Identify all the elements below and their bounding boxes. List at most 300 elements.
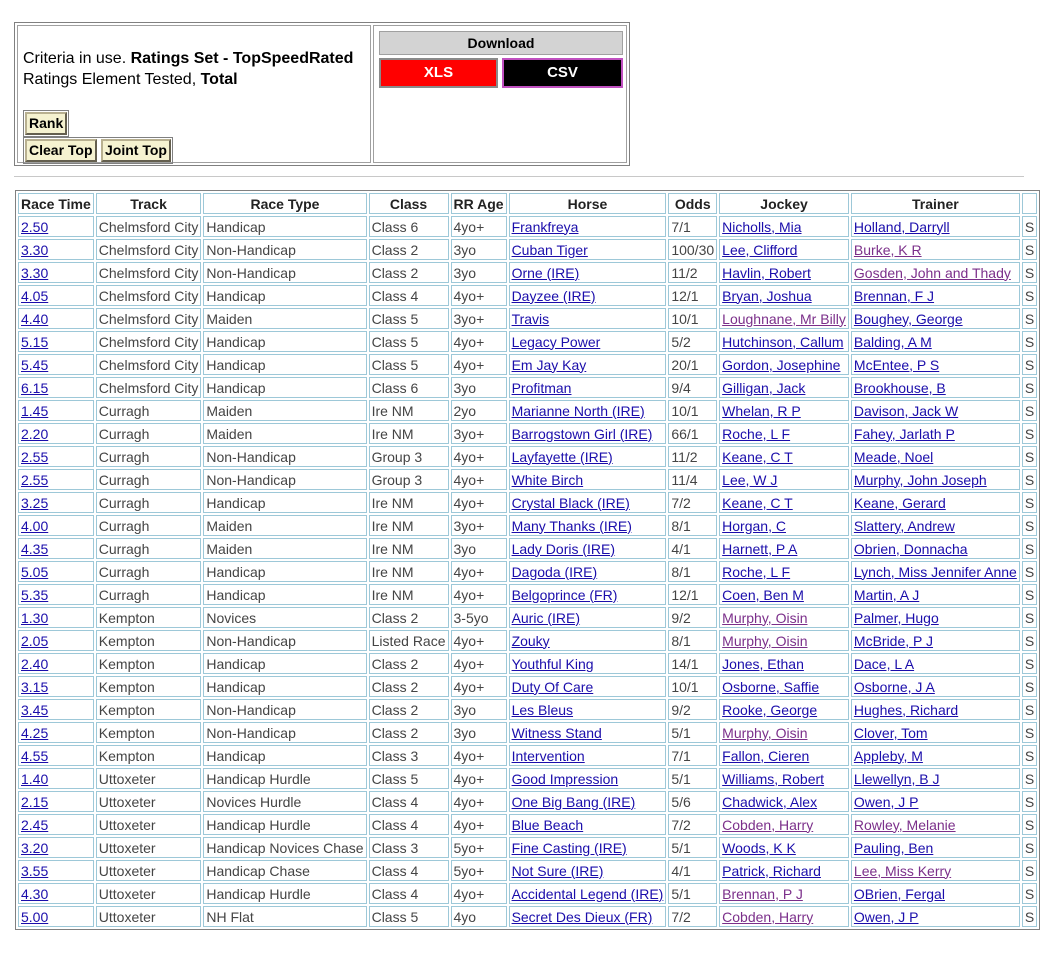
joint-top-button[interactable]: Joint Top (101, 139, 171, 162)
trainer-cell (851, 377, 1020, 398)
trainer-link[interactable]: McBride, P J (853, 632, 934, 649)
horse-link[interactable]: Zouky (511, 632, 550, 649)
time-cell (18, 906, 94, 927)
class-cell: Class 5 (371, 770, 419, 787)
jockey-link[interactable]: Cobden, Harry (722, 816, 814, 833)
track-cell (96, 308, 202, 329)
horse-link[interactable]: Profitman (511, 379, 572, 396)
extra-cell: S (1024, 701, 1035, 718)
class-cell: Ire NM (371, 494, 414, 511)
horse-link[interactable]: Les Bleus (511, 701, 574, 718)
horse-link[interactable]: Blue Beach (511, 816, 584, 833)
race-type-cell: Non-Handicap (206, 448, 296, 465)
type-cell (203, 837, 366, 858)
trainer-link[interactable]: Balding, A M (853, 333, 932, 350)
jockey-link[interactable]: Patrick, Richard (722, 862, 821, 879)
trainer-link[interactable]: Holland, Darryll (853, 218, 950, 235)
trainer-link[interactable]: Davison, Jack W (853, 402, 959, 419)
horse-link[interactable]: Barrogstown Girl (IRE) (511, 425, 653, 442)
horse-link[interactable]: Accidental Legend (IRE) (511, 885, 664, 902)
criteria-cell (17, 25, 371, 163)
horse-link[interactable]: Witness Stand (511, 724, 602, 741)
extra-cell (1022, 722, 1037, 743)
horse-link[interactable]: One Big Bang (IRE) (511, 793, 636, 810)
track-cell: Uttoxeter (98, 816, 156, 833)
table-row (18, 653, 1037, 674)
trainer-link[interactable]: Keane, Gerard (853, 494, 946, 511)
race-time-link[interactable]: 1.30 (21, 609, 49, 626)
odds-cell: 7/1 (671, 218, 691, 235)
header-trainer[interactable]: Trainer (851, 193, 1020, 214)
jockey-cell (719, 860, 849, 881)
class-cell: Ire NM (371, 563, 414, 580)
track-cell (96, 377, 202, 398)
jockey-link[interactable]: Fallon, Cieren (722, 747, 810, 764)
horse-cell (509, 239, 667, 260)
class-cell: Class 2 (371, 609, 419, 626)
race-time-link[interactable]: 5.05 (21, 563, 49, 580)
track-cell: Uttoxeter (98, 770, 156, 787)
race-time-link[interactable]: 6.15 (21, 379, 49, 396)
horse-link[interactable]: Frankfreya (511, 218, 579, 235)
jockey-link[interactable]: Nicholls, Mia (722, 218, 802, 235)
jockey-cell (719, 492, 849, 513)
age-cell (451, 906, 507, 927)
time-cell (18, 216, 94, 237)
extra-cell (1022, 308, 1037, 329)
extra-cell: S (1024, 862, 1035, 879)
trainer-cell (851, 906, 1020, 927)
type-cell (203, 630, 366, 651)
jockey-cell (719, 699, 849, 720)
jockey-link[interactable]: Horgan, C (722, 517, 786, 534)
time-cell (18, 837, 94, 858)
race-time-link[interactable]: 3.30 (21, 241, 49, 258)
odds-cell (668, 515, 717, 536)
download-cell (373, 25, 627, 163)
class-cell: Class 5 (371, 333, 419, 350)
type-cell (203, 883, 366, 904)
odds-cell: 12/1 (671, 586, 699, 603)
race-time-link[interactable]: 3.55 (21, 862, 49, 879)
jockey-link[interactable]: Chadwick, Alex (722, 793, 818, 810)
header-jockey[interactable]: Jockey (719, 193, 849, 214)
class-cell: Ire NM (371, 425, 414, 442)
track-cell: Chelmsford City (98, 264, 199, 281)
time-cell (18, 377, 94, 398)
header-track[interactable]: Track (96, 193, 202, 214)
trainer-link[interactable]: Lynch, Miss Jennifer Anne (853, 563, 1017, 580)
class-cell (369, 354, 449, 375)
jockey-link[interactable]: Murphy, Oisin (722, 724, 808, 741)
jockey-cell (719, 676, 849, 697)
table-row (18, 791, 1037, 812)
track-cell: Chelmsford City (98, 310, 199, 327)
horse-link[interactable]: Crystal Black (IRE) (511, 494, 630, 511)
horse-link[interactable]: Youthful King (511, 655, 594, 672)
odds-cell (668, 630, 717, 651)
header-rr-age[interactable]: RR Age (451, 193, 507, 214)
header-class[interactable]: Class (369, 193, 449, 214)
horse-link[interactable]: Lady Doris (IRE) (511, 540, 616, 557)
horse-cell (509, 423, 667, 444)
track-cell: Chelmsford City (98, 241, 199, 258)
horse-cell (509, 285, 667, 306)
jockey-link[interactable]: Gilligan, Jack (722, 379, 806, 396)
horse-link[interactable]: White Birch (511, 471, 584, 488)
race-type-cell: Novices (206, 609, 257, 626)
trainer-link[interactable]: Martin, A J (853, 586, 920, 603)
horse-cell (509, 883, 667, 904)
race-type-cell: Handicap (206, 586, 266, 603)
trainer-cell (851, 446, 1020, 467)
jockey-cell (719, 607, 849, 628)
race-time-link[interactable]: 2.45 (21, 816, 49, 833)
extra-cell: S (1024, 241, 1035, 258)
odds-cell: 14/1 (671, 655, 699, 672)
horse-link[interactable]: Dagoda (IRE) (511, 563, 598, 580)
race-time-link[interactable]: 4.25 (21, 724, 49, 741)
race-time-link[interactable]: 2.50 (21, 218, 49, 235)
jockey-link[interactable]: Havlin, Robert (722, 264, 811, 281)
class-cell (369, 676, 449, 697)
trainer-link[interactable]: Pauling, Ben (853, 839, 934, 856)
table-row (18, 906, 1037, 927)
extra-cell: S (1024, 908, 1035, 925)
time-cell (18, 791, 94, 812)
race-time-link[interactable]: 1.45 (21, 402, 49, 419)
race-time-link[interactable]: 5.15 (21, 333, 49, 350)
class-cell: Class 6 (371, 218, 419, 235)
horse-cell (509, 630, 667, 651)
race-time-link[interactable]: 2.55 (21, 448, 49, 465)
horse-link[interactable]: Not Sure (IRE) (511, 862, 604, 879)
type-cell (203, 538, 366, 559)
jockey-cell (719, 768, 849, 789)
trainer-link[interactable]: Obrien, Donnacha (853, 540, 968, 557)
extra-cell (1022, 285, 1037, 306)
table-row (18, 492, 1037, 513)
trainer-cell (851, 354, 1020, 375)
rank-button-frame (23, 110, 69, 137)
trainer-link[interactable]: Palmer, Hugo (853, 609, 939, 626)
jockey-cell (719, 906, 849, 927)
jockey-link[interactable]: Rooke, George (722, 701, 818, 718)
track-cell (96, 400, 202, 421)
odds-cell: 5/1 (671, 770, 691, 787)
download-csv-button[interactable]: CSV (502, 58, 623, 88)
track-cell (96, 561, 202, 582)
race-time-link[interactable]: 4.40 (21, 310, 49, 327)
extra-cell (1022, 768, 1037, 789)
track-cell (96, 837, 202, 858)
trainer-link[interactable]: OBrien, Fergal (853, 885, 945, 902)
odds-cell: 5/6 (671, 793, 691, 810)
extra-cell: S (1024, 678, 1035, 695)
trainer-link[interactable]: Llewellyn, B J (853, 770, 940, 787)
class-cell (369, 262, 449, 283)
jockey-link[interactable]: Roche, L F (722, 563, 791, 580)
jockey-link[interactable]: Jones, Ethan (722, 655, 804, 672)
class-cell (369, 768, 449, 789)
horse-cell (509, 768, 667, 789)
odds-cell: 5/1 (671, 885, 691, 902)
trainer-link[interactable]: Burke, K R (853, 241, 922, 258)
horse-link[interactable]: Good Impression (511, 770, 619, 787)
race-time-link[interactable]: 5.35 (21, 586, 49, 603)
jockey-cell (719, 262, 849, 283)
race-type-cell: Novices Hurdle (206, 793, 302, 810)
time-cell (18, 469, 94, 490)
jockey-link[interactable]: Osborne, Saffie (722, 678, 820, 695)
extra-cell (1022, 469, 1037, 490)
time-cell (18, 308, 94, 329)
jockey-link[interactable]: Lee, W J (722, 471, 778, 488)
horse-cell (509, 860, 667, 881)
jockey-cell (719, 239, 849, 260)
track-cell: Curragh (98, 563, 150, 580)
type-cell (203, 423, 366, 444)
age-cell: 4yo+ (453, 816, 485, 833)
class-cell (369, 469, 449, 490)
trainer-link[interactable]: Brennan, F J (853, 287, 935, 304)
race-type-cell: Handicap Hurdle (206, 816, 311, 833)
race-time-link[interactable]: 3.20 (21, 839, 49, 856)
track-cell (96, 423, 202, 444)
age-cell (451, 860, 507, 881)
horse-cell (509, 262, 667, 283)
jockey-link[interactable]: Murphy, Oisin (722, 632, 808, 649)
class-cell (369, 837, 449, 858)
trainer-cell (851, 400, 1020, 421)
race-time-link[interactable]: 4.30 (21, 885, 49, 902)
extra-cell: S (1024, 287, 1035, 304)
trainer-link[interactable]: Brookhouse, B (853, 379, 946, 396)
trainer-link[interactable]: Boughey, George (853, 310, 963, 327)
rank-button[interactable]: Rank (25, 112, 67, 135)
race-time-link[interactable]: 2.05 (21, 632, 49, 649)
jockey-cell (719, 722, 849, 743)
race-type-cell: Non-Handicap (206, 724, 296, 741)
class-cell: Class 2 (371, 678, 419, 695)
trainer-link[interactable]: McEntee, P S (853, 356, 940, 373)
horse-link[interactable]: Em Jay Kay (511, 356, 587, 373)
jockey-link[interactable]: Cobden, Harry (722, 908, 814, 925)
time-cell (18, 354, 94, 375)
jockey-link[interactable]: Harnett, P A (722, 540, 798, 557)
race-time-link[interactable]: 3.45 (21, 701, 49, 718)
trainer-link[interactable]: Osborne, J A (853, 678, 935, 695)
age-cell (451, 745, 507, 766)
race-time-link[interactable]: 2.20 (21, 425, 49, 442)
horse-link[interactable]: Cuban Tiger (511, 241, 588, 258)
extra-cell (1022, 400, 1037, 421)
horse-link[interactable]: Duty Of Care (511, 678, 594, 695)
horse-link[interactable]: Secret Des Dieux (FR) (511, 908, 653, 925)
header-odds[interactable]: Odds (668, 193, 717, 214)
race-time-link[interactable]: 2.55 (21, 471, 49, 488)
class-cell: Class 2 (371, 724, 419, 741)
track-cell: Chelmsford City (98, 333, 199, 350)
race-time-link[interactable]: 1.40 (21, 770, 49, 787)
table-row (18, 262, 1037, 283)
time-cell (18, 814, 94, 835)
age-cell: 4yo (453, 908, 477, 925)
type-cell (203, 699, 366, 720)
track-cell (96, 676, 202, 697)
trainer-link[interactable]: Owen, J P (853, 908, 919, 925)
download-xls-button[interactable]: XLS (379, 58, 498, 88)
age-cell: 4yo+ (453, 632, 485, 649)
race-time-link[interactable]: 2.40 (21, 655, 49, 672)
trainer-cell (851, 837, 1020, 858)
jockey-link[interactable]: Woods, K K (722, 839, 796, 856)
trainer-cell (851, 492, 1020, 513)
header-race-type[interactable]: Race Type (203, 193, 366, 214)
jockey-link[interactable]: Bryan, Joshua (722, 287, 812, 304)
clear-top-button[interactable]: Clear Top (25, 139, 97, 162)
race-time-link[interactable]: 4.35 (21, 540, 49, 557)
age-cell (451, 883, 507, 904)
track-cell: Uttoxeter (98, 839, 156, 856)
trainer-link[interactable]: Fahey, Jarlath P (853, 425, 955, 442)
extra-cell: S (1024, 655, 1035, 672)
race-type-cell: Handicap Novices Chase (206, 839, 364, 856)
odds-cell: 8/1 (671, 517, 691, 534)
time-cell (18, 745, 94, 766)
trainer-link[interactable]: Hughes, Richard (853, 701, 959, 718)
class-cell: Ire NM (371, 517, 414, 534)
trainer-link[interactable]: Meade, Noel (853, 448, 934, 465)
ratings-set-value: Ratings Set - TopSpeedRated (130, 50, 354, 67)
race-time-link[interactable]: 4.00 (21, 517, 49, 534)
class-cell (369, 239, 449, 260)
trainer-link[interactable]: Dace, L A (853, 655, 915, 672)
trainer-link[interactable]: Slattery, Andrew (853, 517, 955, 534)
trainer-link[interactable]: Rowley, Melanie (853, 816, 956, 833)
trainer-link[interactable]: Clover, Tom (853, 724, 928, 741)
class-cell: Class 4 (371, 862, 419, 879)
extra-cell: S (1024, 333, 1035, 350)
jockey-link[interactable]: Hutchinson, Callum (722, 333, 844, 350)
horse-link[interactable]: Travis (511, 310, 550, 327)
race-time-link[interactable]: 2.15 (21, 793, 49, 810)
horse-link[interactable]: Marianne North (IRE) (511, 402, 645, 419)
time-cell (18, 446, 94, 467)
extra-cell (1022, 446, 1037, 467)
race-time-link[interactable]: 5.45 (21, 356, 49, 373)
horse-link[interactable]: Layfayette (IRE) (511, 448, 613, 465)
class-cell: Class 5 (371, 356, 419, 373)
race-time-link[interactable]: 5.00 (21, 908, 49, 925)
jockey-cell (719, 538, 849, 559)
class-cell (369, 883, 449, 904)
trainer-link[interactable]: Murphy, John Joseph (853, 471, 987, 488)
age-cell (451, 377, 507, 398)
table-row (18, 699, 1037, 720)
track-cell: Curragh (98, 448, 150, 465)
track-cell: Curragh (98, 425, 150, 442)
time-cell (18, 515, 94, 536)
trainer-link[interactable]: Appleby, M (853, 747, 923, 764)
table-row (18, 538, 1037, 559)
table-row (18, 814, 1037, 835)
horse-link[interactable]: Auric (IRE) (511, 609, 581, 626)
age-cell (451, 699, 507, 720)
race-time-link[interactable]: 3.15 (21, 678, 49, 695)
header-race-time[interactable]: Race Time (18, 193, 94, 214)
trainer-link[interactable]: Owen, J P (853, 793, 919, 810)
header-horse[interactable]: Horse (509, 193, 667, 214)
jockey-link[interactable]: Murphy, Oisin (722, 609, 808, 626)
horse-link[interactable]: Intervention (511, 747, 585, 764)
horse-link[interactable]: Fine Casting (IRE) (511, 839, 627, 856)
jockey-link[interactable]: Brennan, P J (722, 885, 803, 902)
horse-cell (509, 308, 667, 329)
jockey-link[interactable]: Keane, C T (722, 448, 793, 465)
age-cell (451, 814, 507, 835)
trainer-cell (851, 561, 1020, 582)
horse-cell (509, 837, 667, 858)
track-cell: Kempton (98, 678, 155, 695)
race-time-link[interactable]: 4.05 (21, 287, 49, 304)
table-row (18, 676, 1037, 697)
age-cell (451, 469, 507, 490)
race-time-link[interactable]: 3.25 (21, 494, 49, 511)
type-cell (203, 860, 366, 881)
jockey-link[interactable]: Whelan, R P (722, 402, 801, 419)
horse-cell (509, 745, 667, 766)
jockey-link[interactable]: Williams, Robert (722, 770, 825, 787)
class-cell (369, 630, 449, 651)
jockey-link[interactable]: Loughnane, Mr Billy (722, 310, 846, 327)
horse-cell (509, 561, 667, 582)
type-cell (203, 791, 366, 812)
type-cell (203, 400, 366, 421)
odds-cell (668, 285, 717, 306)
age-cell (451, 354, 507, 375)
track-cell (96, 768, 202, 789)
horse-link[interactable]: Belgoprince (FR) (511, 586, 618, 603)
horse-link[interactable]: Many Thanks (IRE) (511, 517, 632, 534)
odds-cell: 11/2 (671, 448, 698, 465)
extra-cell (1022, 584, 1037, 605)
trainer-cell (851, 262, 1020, 283)
odds-cell (668, 906, 717, 927)
odds-cell: 9/2 (671, 609, 691, 626)
horse-link[interactable]: Legacy Power (511, 333, 601, 350)
jockey-link[interactable]: Gordon, Josephine (722, 356, 841, 373)
track-cell: Curragh (98, 517, 150, 534)
extra-cell (1022, 860, 1037, 881)
jockey-cell (719, 561, 849, 582)
table-row (18, 423, 1037, 444)
odds-cell (668, 354, 717, 375)
age-cell: 4yo+ (453, 333, 485, 350)
trainer-link[interactable]: Gosden, John and Thady (853, 264, 1011, 281)
jockey-link[interactable]: Lee, Clifford (722, 241, 798, 258)
class-cell (369, 860, 449, 881)
horse-link[interactable]: Dayzee (IRE) (511, 287, 596, 304)
race-time-link[interactable]: 4.55 (21, 747, 49, 764)
race-time-link[interactable]: 3.30 (21, 264, 49, 281)
jockey-link[interactable]: Keane, C T (722, 494, 793, 511)
trainer-link[interactable]: Lee, Miss Kerry (853, 862, 952, 879)
age-cell: 3yo (453, 264, 477, 281)
horse-link[interactable]: Orne (IRE) (511, 264, 580, 281)
jockey-link[interactable]: Coen, Ben M (722, 586, 804, 603)
jockey-link[interactable]: Roche, L F (722, 425, 791, 442)
